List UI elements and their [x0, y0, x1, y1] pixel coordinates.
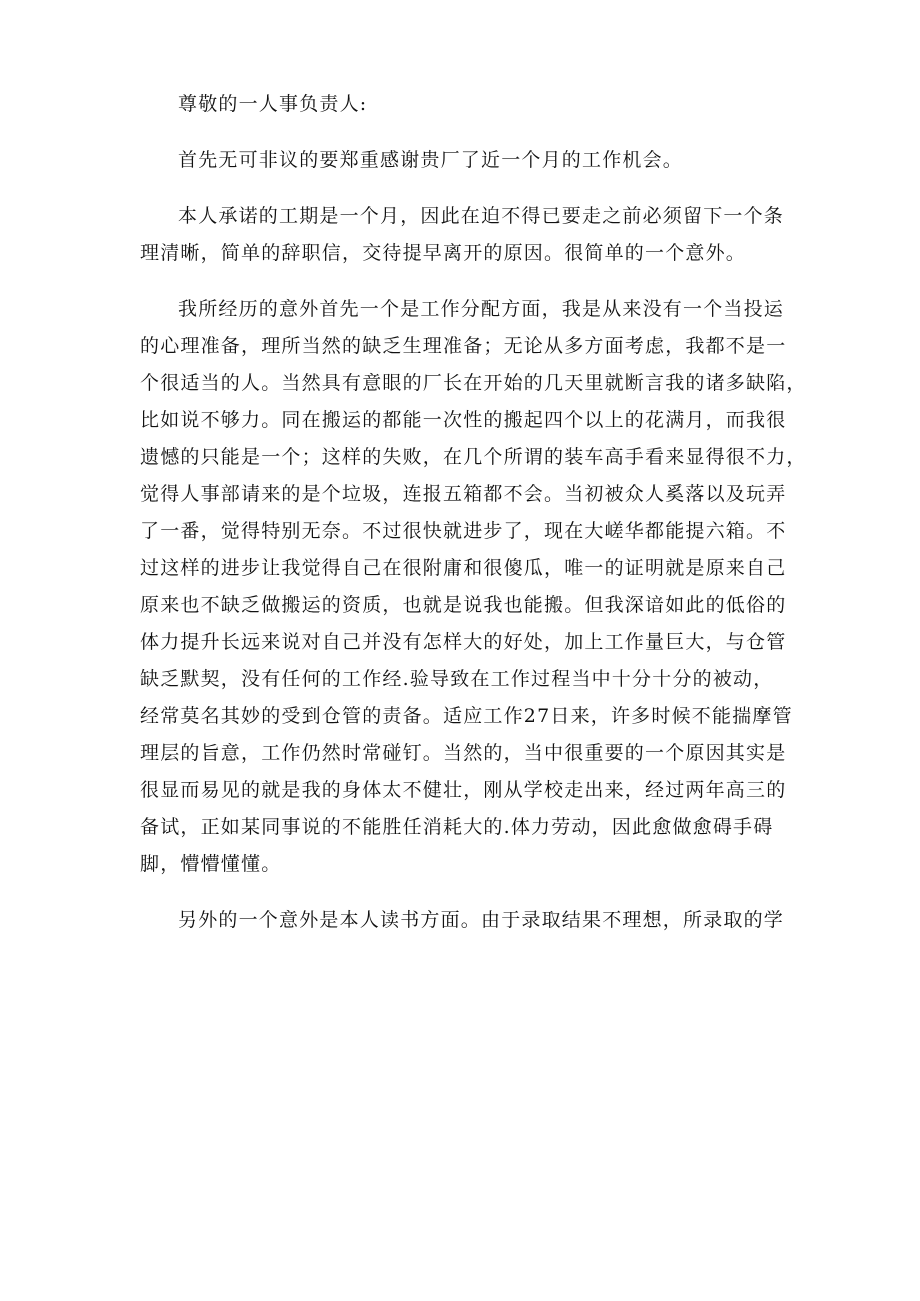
paragraph-line: 比如说不够力。同在搬运的都能一次性的搬起四个以上的花满月，而我很 [140, 409, 787, 431]
paragraph-line: 我所经历的意外首先一个是工作分配方面，我是从来没有一个当投运 [178, 298, 785, 320]
paragraph-line: 体力提升长远来说对自己并没有怎样大的好处，加上工作量巨大，与仓管 [140, 631, 787, 653]
paragraph-line: 本人承诺的工期是一个月，因此在迫不得已要走之前必须留下一个条 [178, 205, 785, 227]
paragraph-3 [140, 291, 807, 883]
paragraph-line: 原来也不缺乏做搬运的资质，也就是说我也能搬。但我深谙如此的低俗的 [140, 594, 787, 616]
paragraph-line: 脚，懵懵懂懂。 [140, 853, 282, 875]
paragraph-line: 经常莫名其妙的受到仓管的责备。适应工作27日来，许多时候不能揣摩管 [140, 705, 793, 727]
letter-body [140, 86, 807, 939]
paragraph-line: 了一番，觉得特别无奈。不过很快就进步了，现在大嵯华都能提六箱。不 [140, 520, 787, 542]
salutation: 尊敬的一人事负责人: [178, 93, 368, 115]
paragraph-line: 理清晰，简单的辞职信，交待提早离开的原因。很简单的一个意外。 [140, 242, 747, 264]
paragraph-line: 首先无可非议的要郑重感谢贵厂了近一个月的工作机会。 [178, 149, 684, 171]
paragraph-line: 另外的一个意外是本人读书方面。由于录取结果不理想，所录取的学 [178, 909, 785, 931]
paragraph-line: 缺乏默契，没有任何的工作经.验导致在工作过程当中十分十分的被动， [140, 668, 774, 690]
paragraph-line: 个很适当的人。当然具有意眼的厂长在开始的几天里就断言我的诸多缺陷， [140, 372, 807, 394]
paragraph-line: 遗憾的只能是一个；这样的失败，在几个所谓的装车高手看来显得很不力， [140, 446, 807, 468]
paragraph-line: 很显而易见的就是我的身体太不健壮，刚从学校走出来，经过两年高三的 [140, 779, 787, 801]
paragraph-line: 过这样的进步让我觉得自己在很附庸和很傻瓜，唯一的证明就是原来自己 [140, 557, 787, 579]
paragraph-1 [140, 142, 780, 179]
paragraph-line: 觉得人事部请来的是个垃圾，连报五箱都不会。当初被众人奚落以及玩弄 [140, 483, 787, 505]
paragraph-line: 的心理准备，理所当然的缺乏生理准备；无论从多方面考虑，我都不是一 [140, 335, 787, 357]
paragraph-4 [140, 902, 785, 939]
paragraph-line: 备试，正如某同事说的不能胜任消耗大的.体力劳动，因此愈做愈碍手碍 [140, 816, 774, 838]
paragraph-line: 理层的旨意，工作仍然时常碰钉。当然的，当中很重要的一个原因其实是 [140, 742, 787, 764]
paragraph-2 [140, 198, 785, 272]
